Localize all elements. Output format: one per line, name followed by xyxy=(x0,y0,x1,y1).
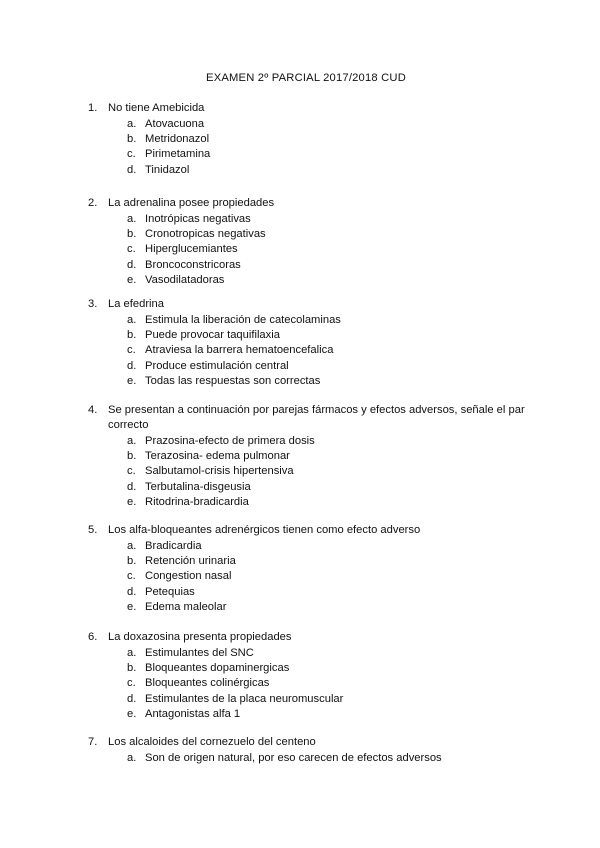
question-number: 3. xyxy=(88,298,98,310)
question-number: 5. xyxy=(88,524,98,536)
option-letter: e. xyxy=(127,707,137,720)
option-letter: e. xyxy=(127,495,137,508)
answer-option xyxy=(0,539,600,554)
answer-option xyxy=(0,676,600,691)
question-text-continued-line xyxy=(0,418,600,433)
answer-options xyxy=(0,751,600,766)
option-text: Ritodrina-bradicardia xyxy=(145,495,249,508)
answer-option xyxy=(0,343,600,358)
option-letter: b. xyxy=(127,555,137,568)
answer-option xyxy=(0,751,600,766)
option-letter: b. xyxy=(127,450,137,463)
answer-options xyxy=(0,313,600,389)
answer-option xyxy=(0,600,600,615)
option-letter: d. xyxy=(127,258,137,271)
option-text: Pirimetamina xyxy=(145,148,211,161)
option-text: Broncoconstricoras xyxy=(145,258,241,271)
answer-option xyxy=(0,163,600,178)
question-number: 2. xyxy=(88,197,98,209)
option-text: Son de origen natural, por eso carecen de efectos adversos xyxy=(145,752,442,764)
option-text: Tinidazol xyxy=(145,163,190,176)
option-text: Produce estimulación central xyxy=(145,359,289,372)
option-text: Cronotropicas negativas xyxy=(145,228,266,241)
question-text-continued: correcto xyxy=(108,419,149,431)
answer-option xyxy=(0,661,600,676)
question-line xyxy=(0,196,600,211)
question-text: Se presentan a continuación por parejas fármacos y efectos adversos, señale el par xyxy=(108,404,525,416)
answer-option xyxy=(0,434,600,449)
option-text: Estimula la liberación de catecolaminas xyxy=(145,314,341,326)
option-text: Todas las respuestas son correctas xyxy=(145,374,321,387)
answer-option xyxy=(0,117,600,132)
answer-options xyxy=(0,539,600,615)
answer-option xyxy=(0,449,600,464)
question-line xyxy=(0,101,600,116)
option-text: Bloqueantes colinérgicas xyxy=(145,677,270,690)
option-text: Metridonazol xyxy=(145,133,210,146)
question-line xyxy=(0,297,600,312)
page-title: EXAMEN 2º PARCIAL 2017/2018 CUD xyxy=(206,72,406,84)
option-letter: c. xyxy=(127,570,136,583)
option-letter: b. xyxy=(127,662,137,675)
question-number: 7. xyxy=(88,736,98,748)
question-6 xyxy=(0,630,600,722)
option-letter: d. xyxy=(127,359,137,372)
answer-option xyxy=(0,212,600,227)
option-text: Puede provocar taquifilaxia xyxy=(145,329,280,342)
option-text: Antagonistas alfa 1 xyxy=(145,707,241,720)
answer-options xyxy=(0,117,600,178)
answer-option xyxy=(0,359,600,374)
option-letter: e. xyxy=(127,600,137,613)
option-text: Atovacuona xyxy=(145,118,205,130)
question-5 xyxy=(0,523,600,615)
option-letter: b. xyxy=(127,133,137,146)
option-text: Vasodilatadoras xyxy=(145,273,225,286)
answer-option xyxy=(0,328,600,343)
option-letter: d. xyxy=(127,585,137,598)
question-1 xyxy=(0,101,600,178)
answer-option xyxy=(0,554,600,569)
question-7 xyxy=(0,735,600,766)
option-letter: d. xyxy=(127,692,137,705)
option-text: Terazosina- edema pulmonar xyxy=(145,450,290,463)
option-text: Estimulantes de la placa neuromuscular xyxy=(145,692,344,705)
answer-options xyxy=(0,646,600,722)
answer-option xyxy=(0,692,600,707)
option-letter: a. xyxy=(127,314,137,326)
answer-option xyxy=(0,585,600,600)
answer-option xyxy=(0,495,600,510)
answer-option xyxy=(0,707,600,722)
option-letter: a. xyxy=(127,435,137,447)
question-line xyxy=(0,630,600,645)
option-text: Retención urinaria xyxy=(145,555,236,568)
option-letter: b. xyxy=(127,329,137,342)
option-text: Edema maleolar xyxy=(145,600,227,613)
answer-option xyxy=(0,313,600,328)
option-letter: c. xyxy=(127,344,136,357)
question-line xyxy=(0,403,600,418)
option-text: Congestion nasal xyxy=(145,570,232,583)
question-text: No tiene Amebicida xyxy=(108,102,205,114)
option-letter: e. xyxy=(127,273,137,286)
option-letter: a. xyxy=(127,647,137,659)
answer-option xyxy=(0,480,600,495)
option-letter: b. xyxy=(127,228,137,241)
answer-option xyxy=(0,258,600,273)
question-2 xyxy=(0,196,600,288)
question-3 xyxy=(0,297,600,389)
question-4 xyxy=(0,403,600,510)
answer-option xyxy=(0,646,600,661)
option-letter: c. xyxy=(127,677,136,690)
option-text: Inotrópicas negativas xyxy=(145,213,251,225)
option-letter: c. xyxy=(127,465,136,478)
question-text: La adrenalina posee propiedades xyxy=(108,197,275,209)
option-text: Atraviesa la barrera hematoencefalica xyxy=(145,344,334,357)
question-text: Los alcaloides del cornezuelo del centeno xyxy=(108,736,316,748)
option-text: Estimulantes del SNC xyxy=(145,647,254,659)
answer-option xyxy=(0,569,600,584)
option-letter: e. xyxy=(127,374,137,387)
option-letter: d. xyxy=(127,480,137,493)
question-line xyxy=(0,523,600,538)
answer-option xyxy=(0,227,600,242)
option-letter: a. xyxy=(127,213,137,225)
answer-option xyxy=(0,273,600,288)
option-text: Hiperglucemiantes xyxy=(145,243,238,256)
answer-option xyxy=(0,242,600,257)
answer-options xyxy=(0,212,600,288)
question-text: La doxazosina presenta propiedades xyxy=(108,631,292,643)
answer-option xyxy=(0,147,600,162)
answer-option xyxy=(0,132,600,147)
option-text: Bloqueantes dopaminergicas xyxy=(145,662,290,675)
option-letter: c. xyxy=(127,243,136,256)
question-text: La efedrina xyxy=(108,298,164,310)
option-text: Prazosina-efecto de primera dosis xyxy=(145,435,315,447)
option-text: Petequias xyxy=(145,585,195,598)
option-letter: a. xyxy=(127,540,137,552)
question-number: 4. xyxy=(88,404,98,416)
question-text: Los alfa-bloqueantes adrenérgicos tienen como efecto adverso xyxy=(108,524,421,536)
question-line xyxy=(0,735,600,750)
question-number: 1. xyxy=(88,102,98,114)
option-letter: c. xyxy=(127,148,136,161)
option-text: Terbutalina-disgeusia xyxy=(145,480,251,493)
answer-option xyxy=(0,464,600,479)
option-letter: d. xyxy=(127,163,137,176)
option-letter: a. xyxy=(127,118,137,130)
answer-options xyxy=(0,434,600,510)
option-text: Bradicardia xyxy=(145,540,202,552)
answer-option xyxy=(0,374,600,389)
option-letter: a. xyxy=(127,752,137,764)
option-text: Salbutamol-crisis hipertensiva xyxy=(145,465,294,478)
question-number: 6. xyxy=(88,631,98,643)
